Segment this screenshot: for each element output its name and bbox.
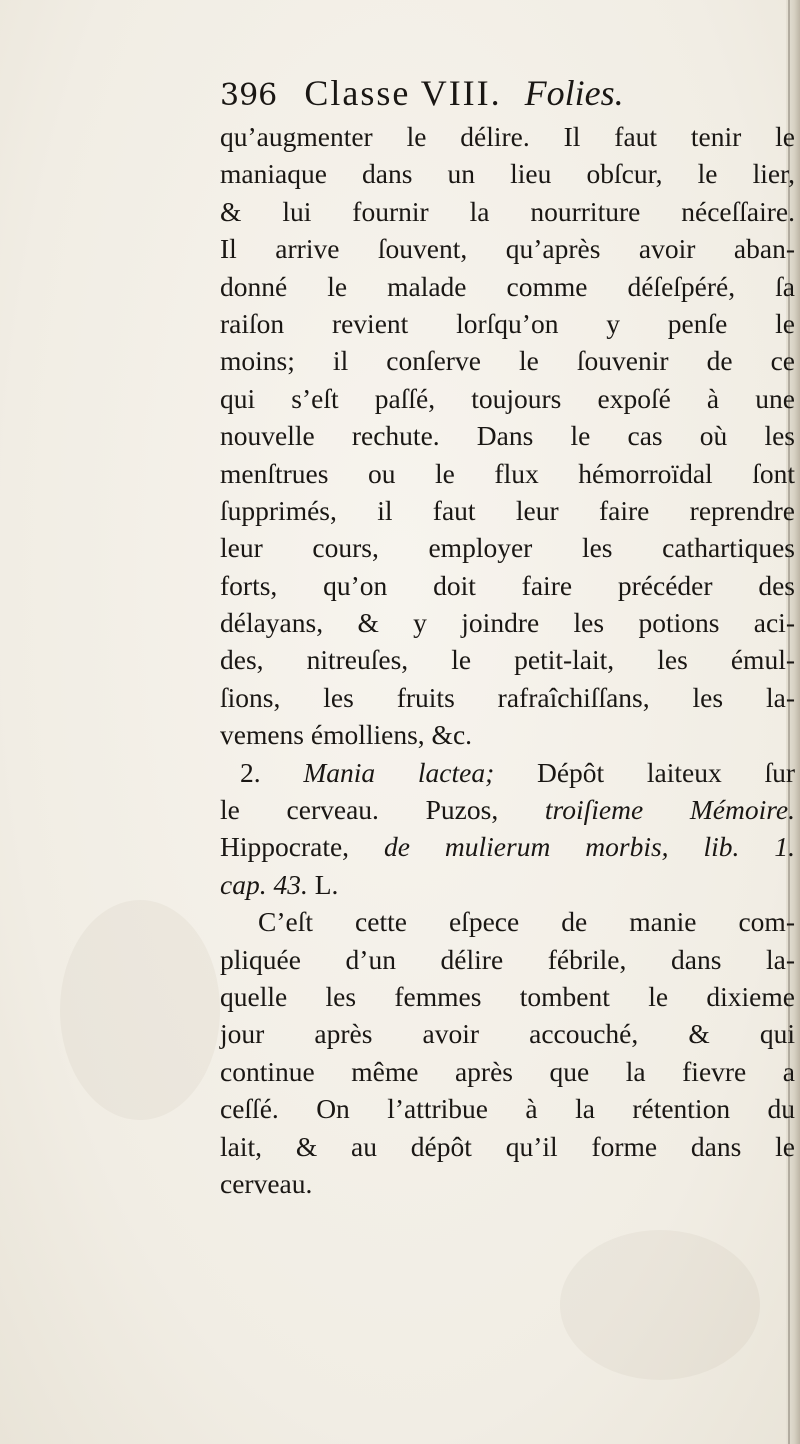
paragraph-2	[220, 903, 795, 1202]
text-line: menſtrues ou le flux hémorroïdal ſont	[220, 457, 795, 489]
text-line: qu’augmenter le délire. Il faut tenir le	[220, 121, 795, 152]
text-line: forts, qu’on doit faire précéder des	[220, 569, 795, 601]
text-line: pliquée d’un délire fébrile, dans la-	[220, 943, 795, 975]
text-line: maniaque dans un lieu obſcur, le lier,	[220, 158, 795, 190]
text-line: ſions, les fruits rafraîchiſſans, les la-	[220, 681, 795, 713]
text-line: cerveau.	[220, 1167, 313, 1199]
reference-initial: L.	[307, 868, 339, 900]
reference-author: le cerveau. Puzos,	[220, 794, 545, 826]
species-line-2	[220, 791, 795, 828]
text-line: quelle les femmes tombent le dixieme	[220, 980, 795, 1012]
text-line: ſupprimés, il faut leur faire reprendre	[220, 494, 795, 526]
species-number: 2.	[240, 756, 261, 788]
text-line: moins; il conſerve le ſouvenir de ce	[220, 345, 795, 377]
classe-label: Classe VIII.	[304, 73, 502, 113]
species-line-3	[220, 828, 795, 865]
species-description: Dépôt laiteux ſur	[494, 756, 795, 788]
paragraph-1	[220, 118, 795, 754]
running-header	[220, 72, 624, 116]
section-label: Folies.	[524, 73, 624, 113]
reference-chapter: cap. 43.	[220, 868, 308, 900]
text-line: donné le malade comme déſeſpéré, ſa	[220, 270, 795, 302]
reference-author-2: Hippocrate,	[220, 831, 384, 863]
species-line-1	[220, 754, 795, 791]
text-line: jour après avoir accouché, & qui	[220, 1018, 795, 1050]
text-line: & lui fournir la nourriture néceſſaire.	[220, 195, 795, 227]
body-text	[220, 118, 795, 1202]
running-title	[304, 73, 623, 113]
species-line-4	[220, 866, 795, 903]
text-line: nouvelle rechute. Dans le cas où les	[220, 420, 795, 452]
text-line: vemens émolliens, &c.	[220, 719, 473, 751]
species-name: Mania lactea;	[303, 756, 495, 788]
text-line: continue même après que la fievre a	[220, 1055, 795, 1087]
text-line: leur cours, employer les cathartiques	[220, 532, 795, 564]
text-line: C’eſt cette eſpece de manie com-	[258, 906, 795, 938]
page-number: 396	[220, 78, 278, 113]
text-line: raiſon revient lorſqu’on y penſe le	[220, 307, 795, 339]
paper-stain	[60, 900, 220, 1120]
reference-title-2: de mulierum morbis, lib. 1.	[384, 831, 795, 863]
text-line: ceſſé. On l’attribue à la rétention du	[220, 1093, 795, 1125]
text-line: qui s’eſt paſſé, toujours expoſé à une	[220, 382, 795, 414]
text-line: délayans, & y joindre les potions aci-	[220, 607, 795, 639]
text-line: lait, & au dépôt qu’il forme dans le	[220, 1130, 795, 1162]
reference-title: troiſieme Mémoire.	[544, 794, 796, 826]
paper-stain	[560, 1230, 760, 1380]
text-line: des, nitreuſes, le petit-lait, les émul-	[220, 644, 795, 676]
text-line: Il arrive ſouvent, qu’après avoir aban-	[220, 233, 795, 265]
